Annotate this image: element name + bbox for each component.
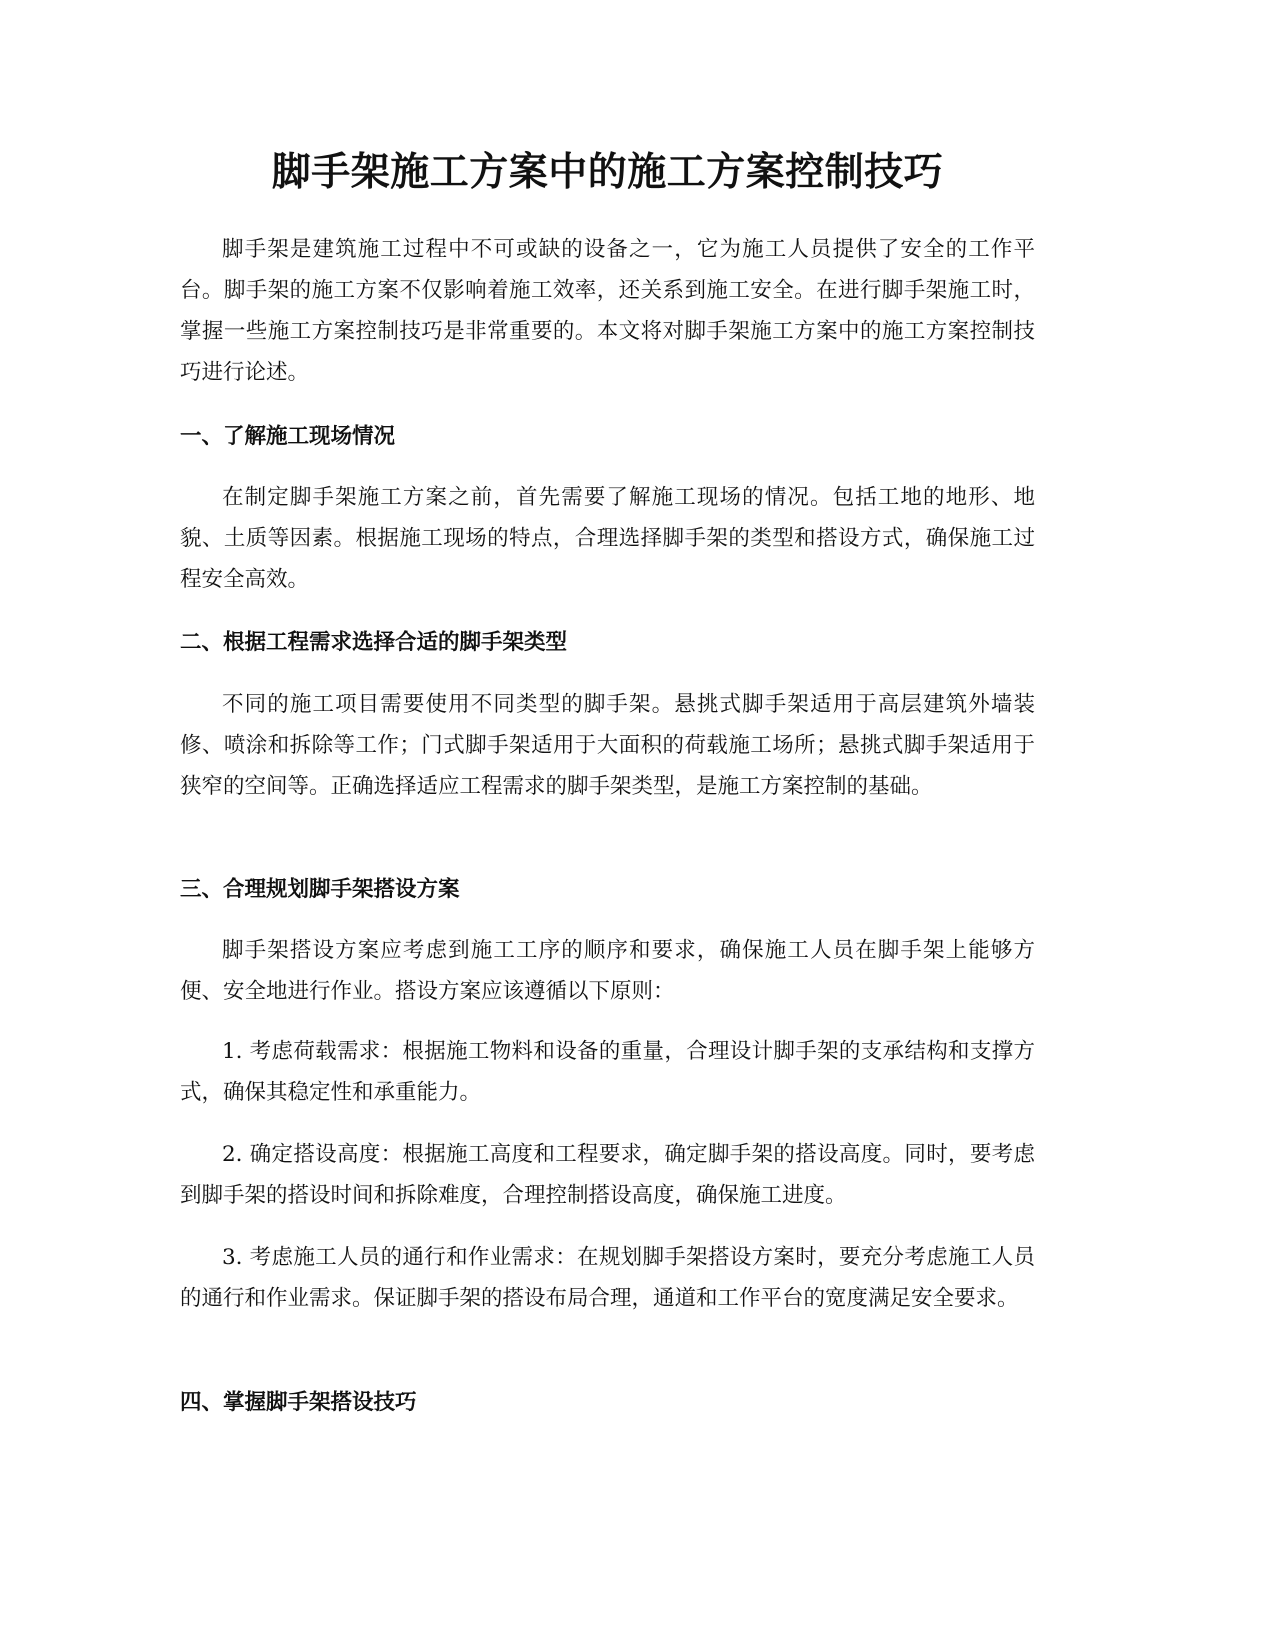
- section-4-heading: 四、掌握脚手架搭设技巧: [180, 1390, 417, 1415]
- section-2-paragraph: 不同的施工项目需要使用不同类型的脚手架。悬挑式脚手架适用于高层建筑外墙装修、喷涂和拆除等工作；门式脚手架适用于大面积的荷载施工场所；悬挑式脚手架适用于狭窄的空间等。正确选择适应工程需求的脚手架类型，是施工方案控制的基础。: [180, 692, 1035, 799]
- intro-paragraph: 脚手架是建筑施工过程中不可或缺的设备之一，它为施工人员提供了安全的工作平台。脚手架的施工方案不仅影响着施工效率，还关系到施工安全。在进行脚手架施工时，掌握一些施工方案控制技巧是非常重要的。本文将对脚手架施工方案中的施工方案控制技巧进行论述。: [180, 237, 1035, 385]
- section-3-heading: 三、合理规划脚手架搭设方案: [180, 877, 460, 902]
- section-1-heading: 一、了解施工现场情况: [180, 424, 396, 449]
- section-3-paragraph: 脚手架搭设方案应考虑到施工工序的顺序和要求，确保施工人员在脚手架上能够方便、安全地进行作业。搭设方案应该遵循以下原则：: [180, 938, 1035, 1004]
- list-item-3: 3. 考虑施工人员的通行和作业需求：在规划脚手架搭设方案时，要充分考虑施工人员的通行和作业需求。保证脚手架的搭设布局合理，通道和工作平台的宽度满足安全要求。: [180, 1245, 1035, 1311]
- section-2-heading: 二、根据工程需求选择合适的脚手架类型: [180, 630, 568, 655]
- document-title: 脚手架施工方案中的施工方案控制技巧: [271, 150, 944, 195]
- list-item-1: 1. 考虑荷载需求：根据施工物料和设备的重量，合理设计脚手架的支承结构和支撑方式，确保其稳定性和承重能力。: [180, 1039, 1035, 1105]
- list-item-2: 2. 确定搭设高度：根据施工高度和工程要求，确定脚手架的搭设高度。同时，要考虑到脚手架的搭设时间和拆除难度，合理控制搭设高度，确保施工进度。: [180, 1142, 1035, 1208]
- section-1-paragraph: 在制定脚手架施工方案之前，首先需要了解施工现场的情况。包括工地的地形、地貌、土质等因素。根据施工现场的特点，合理选择脚手架的类型和搭设方式，确保施工过程安全高效。: [180, 485, 1035, 592]
